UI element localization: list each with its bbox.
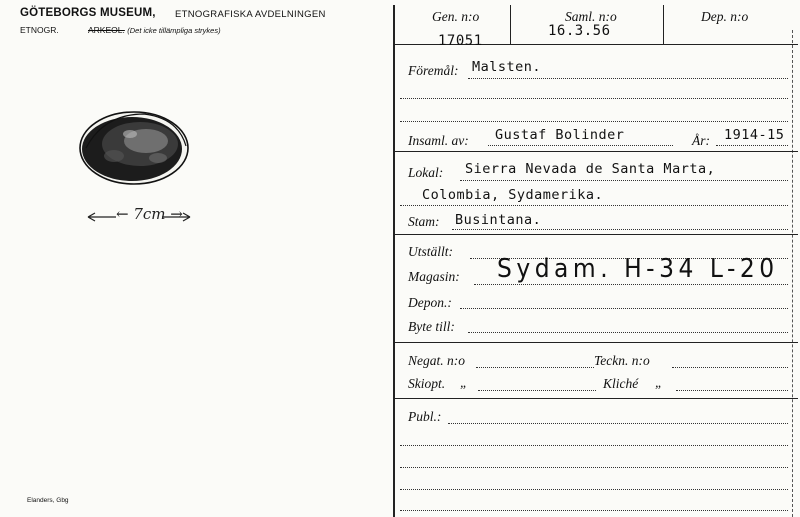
- gen-no-label: Gen. n:o: [432, 9, 480, 24]
- gen-divider: [510, 5, 511, 44]
- dep-no-label: Dep. n:o: [701, 9, 749, 24]
- saml-divider: [663, 5, 664, 44]
- magasin-label: Magasin:: [408, 269, 460, 284]
- byte-rule: [393, 342, 798, 343]
- publ-line-3: [400, 467, 788, 468]
- negat-line: [476, 367, 594, 368]
- ar-value: 1914-15: [724, 127, 785, 143]
- size-caption: ← 7cm →: [116, 205, 183, 223]
- insaml-label: Insaml. av:: [408, 133, 469, 148]
- skiopt-rule: [393, 398, 798, 399]
- publ-line-4: [400, 489, 788, 490]
- skiopt-ditto: „: [460, 375, 468, 390]
- teckn-label: Teckn. n:o: [594, 353, 650, 368]
- saml-no-label: Saml. n:o: [565, 9, 617, 24]
- lokal-line-2: [400, 205, 788, 206]
- museum-name: GÖTEBORGS MUSEUM,: [20, 7, 156, 19]
- arkeol-text: ARKEOL.: [88, 25, 125, 35]
- lokal-line: [460, 180, 788, 181]
- department-name: ETNOGRAFISKA AVDELNINGEN: [175, 9, 326, 20]
- depon-label: Depon.:: [408, 295, 452, 310]
- etnogr-label: ETNOGR.: [20, 25, 59, 35]
- kliche-ditto: „: [655, 375, 663, 390]
- byte-line: [468, 332, 788, 333]
- byte-label: Byte till:: [408, 319, 455, 334]
- stam-rule: [393, 234, 798, 235]
- foremal-line: [468, 78, 788, 79]
- insaml-rule: [393, 151, 798, 152]
- depon-line: [460, 308, 788, 309]
- form-right-edge: [792, 30, 793, 517]
- printer-credit: Elanders, Gbg: [27, 497, 69, 504]
- ar-line: [716, 145, 788, 146]
- strike-note: (Det icke tillämpliga strykes): [127, 26, 221, 35]
- saml-no-value: 16.3.56: [548, 23, 611, 39]
- skiopt-label: Skiopt.: [408, 376, 446, 391]
- publ-label: Publ.:: [408, 409, 442, 424]
- magasin-value: Sydam. H-34 L-20: [497, 254, 779, 284]
- foremal-label: Föremål:: [408, 63, 459, 78]
- kliche-line: [676, 390, 788, 391]
- gen-no-value: 17051: [438, 33, 483, 49]
- kliche-label: Kliché: [603, 376, 639, 391]
- insaml-line: [488, 145, 673, 146]
- foremal-line-3: [400, 121, 788, 122]
- form-left-border: [393, 5, 395, 517]
- teckn-line: [672, 367, 788, 368]
- utstallt-label: Utställt:: [408, 244, 454, 259]
- publ-line-5: [400, 510, 788, 511]
- stam-label: Stam:: [408, 214, 440, 229]
- lokal-value-1: Sierra Nevada de Santa Marta,: [465, 161, 716, 177]
- foremal-line-2: [400, 98, 788, 99]
- publ-line-2: [400, 445, 788, 446]
- stone-sketch-illustration: [74, 106, 196, 190]
- lokal-label: Lokal:: [408, 165, 444, 180]
- stam-line: [452, 229, 788, 230]
- skiopt-line: [478, 390, 596, 391]
- foremal-value: Malsten.: [472, 59, 542, 75]
- negat-label: Negat. n:o: [408, 353, 465, 368]
- stam-value: Busintana.: [455, 212, 542, 228]
- magasin-line: [474, 284, 788, 285]
- lokal-value-2: Colombia, Sydamerika.: [422, 187, 604, 203]
- insaml-value: Gustaf Bolinder: [495, 127, 625, 143]
- publ-line: [448, 423, 788, 424]
- arkeol-label: [88, 25, 221, 35]
- ar-label: År:: [692, 133, 710, 148]
